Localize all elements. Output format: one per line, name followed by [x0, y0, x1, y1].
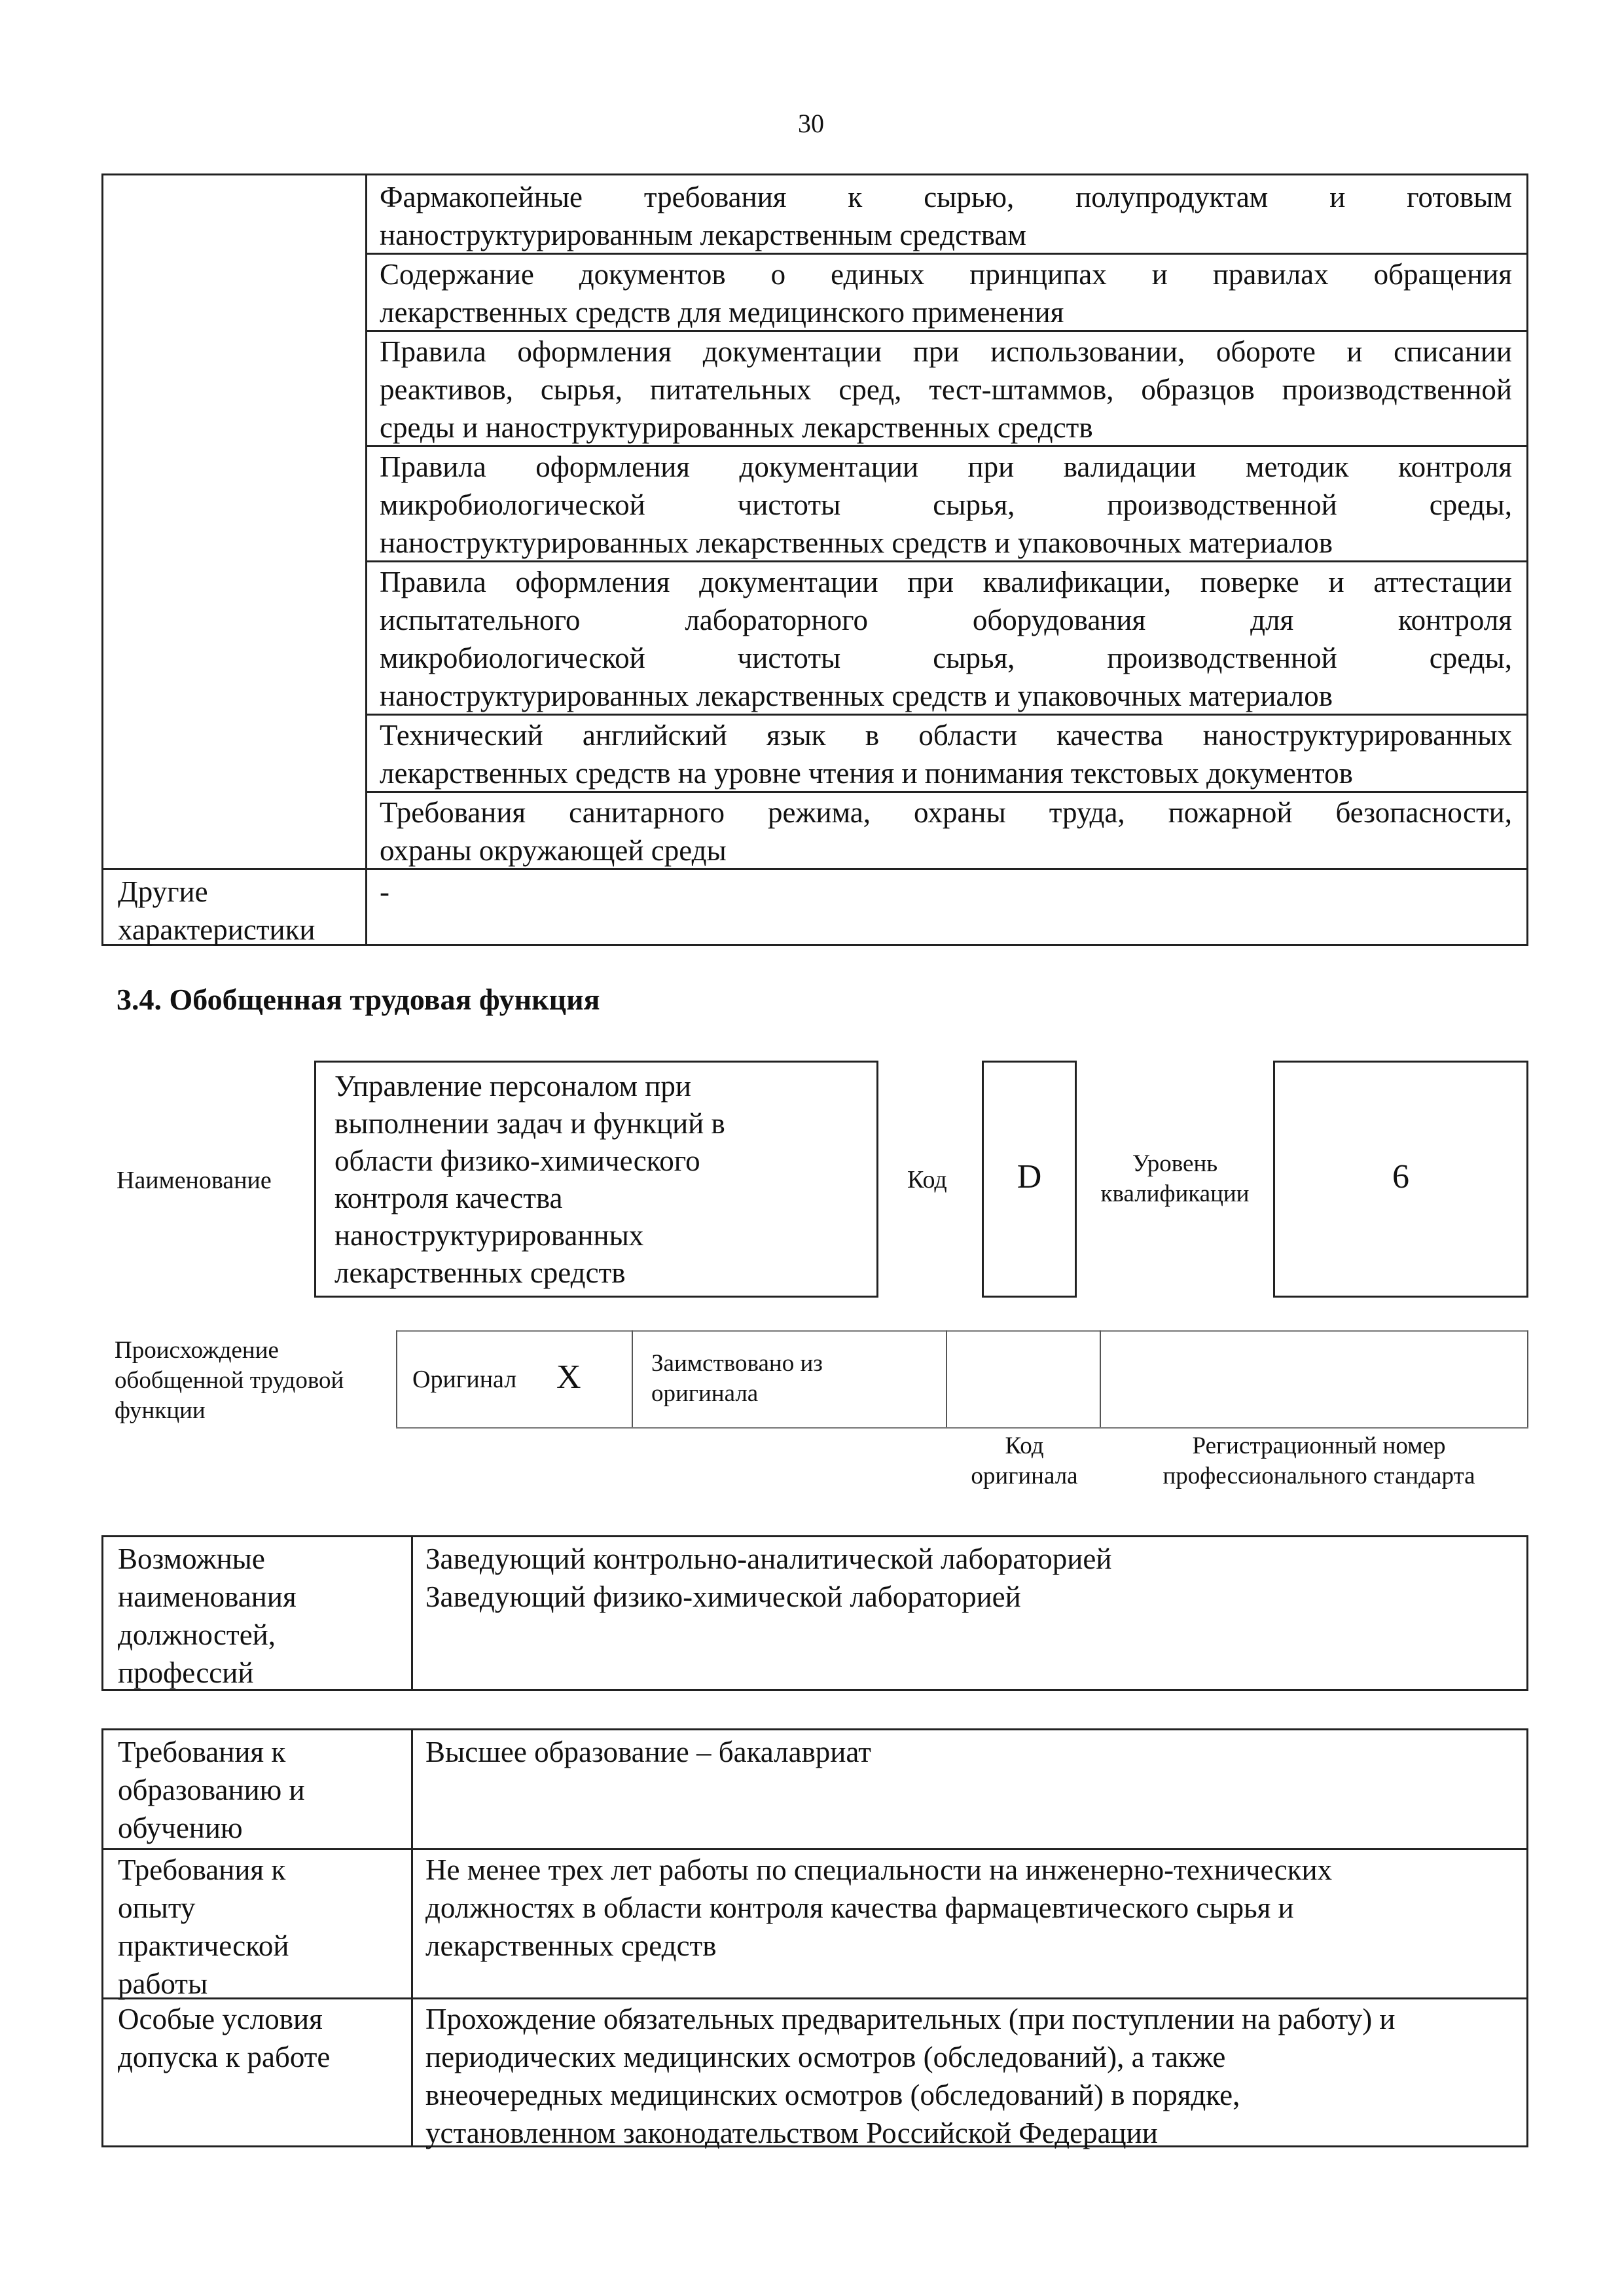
- code-label: Код: [907, 1166, 947, 1194]
- qualification-level-value: 6: [1392, 1158, 1409, 1195]
- function-name-box: [314, 1061, 878, 1298]
- special-conditions-label: Особые условия допуска к работе: [118, 2003, 331, 2073]
- original-label: Оригинал: [412, 1366, 517, 1393]
- knowledge-row: Правила оформления документации при использовании, обороте и списании реактивов, сырья, питательных сред, тест-штаммов, образцов производственной среды и наноструктурированных лекарственных средств: [365, 330, 1526, 447]
- knowledge-row: Правила оформления документации при валидации методик контроля микробиологической чистоты сырья, производственной среды, наноструктурированных лекарственных средств и упаковочных материалов: [365, 445, 1526, 562]
- other-characteristics-label: Другие характеристики: [118, 875, 315, 946]
- positions-label: Возможные наименования должностей, профессий: [118, 1542, 297, 1689]
- page-number: 30: [798, 109, 824, 138]
- borrowed-label: Заимствовано из оригинала: [651, 1350, 823, 1407]
- knowledge-row: Правила оформления документации при квалификации, поверке и аттестации испытательного лабораторного оборудования для контроля микробиологической чистоты сырья, производственной среды, наноструктурированных лекарственных средств и упаковочных материалов: [365, 560, 1526, 716]
- origin-label: Происхождение обобщенной трудовой функции: [115, 1337, 344, 1424]
- qualification-level-label: Уровень квалификации: [1100, 1150, 1250, 1207]
- requirements-table: [101, 1728, 1528, 2147]
- original-mark: X: [556, 1358, 581, 1396]
- registration-number-label: Регистрационный номер профессионального стандарта: [1162, 1432, 1475, 1489]
- knowledge-row: Фармакопейные требования к сырью, полупродуктам и готовым наноструктурированным лекарственным средствам: [365, 175, 1526, 255]
- knowledge-row: Содержание документов о единых принципах и правилах обращения лекарственных средств для медицинского применения: [365, 253, 1526, 332]
- knowledge-table: [101, 173, 1528, 946]
- other-characteristics-row: [103, 868, 1526, 944]
- knowledge-row: Технический английский язык в области качества наноструктурированных лекарственных средств на уровне чтения и понимания текстовых документов: [365, 714, 1526, 793]
- code-box: [982, 1061, 1077, 1298]
- function-name: Управление персоналом при выполнении задач и функций в области физико-химического контроля качества наноструктурированных лекарственных средств: [334, 1070, 725, 1289]
- experience-value: Не менее трех лет работы по специальности на инженерно-технических должностях в области контроля качества фармацевтического сырья и лекарственных средств: [425, 1853, 1333, 1962]
- code-value: D: [1017, 1158, 1042, 1195]
- section-title: 3.4. Обобщенная трудовая функция: [117, 983, 600, 1016]
- positions-table: [101, 1535, 1528, 1691]
- special-conditions-value: Прохождение обязательных предварительных (при поступлении на работу) и периодических медицинских осмотров (обследований), а также внеочередных медицинских осмотров (обследований) в порядке, установленном законодательством Российской Федерации: [425, 2003, 1396, 2149]
- other-characteristics-value: -: [380, 875, 389, 908]
- qualification-level-box: [1273, 1061, 1528, 1298]
- code-original-label: Код оригинала: [971, 1432, 1078, 1489]
- experience-label: Требования к опыту практической работы: [118, 1853, 289, 2000]
- knowledge-row: Требования санитарного режима, охраны труда, пожарной безопасности, охраны окружающей среды: [380, 796, 1512, 867]
- name-label: Наименование: [117, 1167, 272, 1194]
- education-label: Требования к образованию и обучению: [118, 1736, 305, 1844]
- education-value: Высшее образование – бакалавриат: [425, 1736, 871, 1768]
- positions-values: Заведующий контрольно-аналитической лабораторией Заведующий физико-химической лабораторией: [425, 1542, 1112, 1613]
